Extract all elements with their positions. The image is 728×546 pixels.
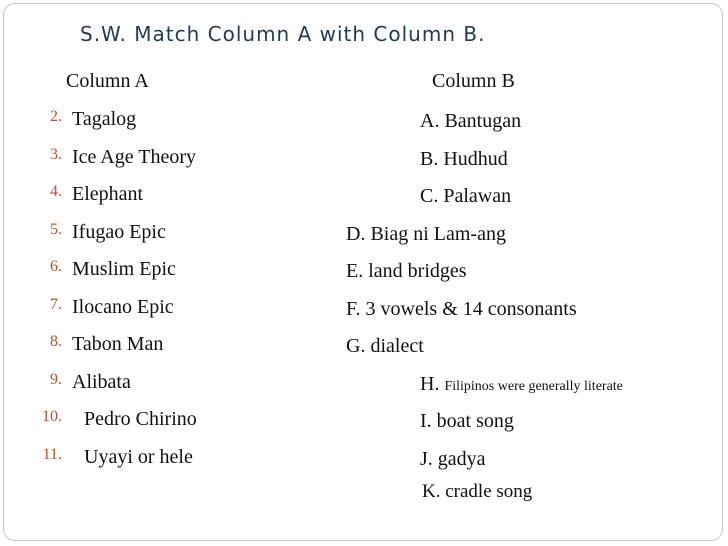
item-text: Ifugao Epic [72, 221, 166, 243]
column-b-item [420, 185, 511, 208]
column-b-item [346, 260, 467, 283]
item-letter: F. [346, 298, 361, 320]
item-number: 2. [50, 108, 62, 125]
column-b-header: Column B [432, 70, 515, 92]
item-number: 3. [50, 146, 62, 163]
column-b-item [420, 373, 623, 396]
column-b-item [420, 410, 514, 433]
item-text: cradle song [445, 481, 533, 502]
item-number: 8. [50, 333, 62, 350]
item-letter: B. [420, 148, 439, 170]
column-b-item [346, 335, 424, 358]
column-b-item [346, 223, 506, 246]
item-letter: A. [420, 110, 440, 132]
column-b-item [422, 481, 532, 503]
item-text: Pedro Chirino [84, 408, 197, 430]
item-letter: J. [420, 448, 433, 470]
item-letter: K. [422, 481, 441, 502]
item-letter: E. [346, 260, 364, 282]
item-number: 4. [50, 183, 62, 200]
item-text: Alibata [72, 371, 131, 393]
item-text: Tagalog [72, 108, 137, 130]
column-b-item [420, 448, 486, 471]
item-text: Muslim Epic [72, 258, 176, 280]
item-text: Filipinos were generally literate [444, 379, 623, 394]
item-text: dialect [370, 335, 424, 357]
item-number: 6. [50, 258, 62, 275]
item-letter: D. [346, 223, 366, 245]
item-number: 11. [42, 446, 62, 463]
item-letter: C. [420, 185, 439, 207]
column-b-item [420, 148, 508, 171]
item-text: Biag ni Lam-ang [370, 223, 506, 245]
item-text: Ilocano Epic [72, 296, 174, 318]
item-text: Palawan [443, 185, 512, 207]
item-text: land bridges [368, 260, 467, 282]
item-number: 10. [42, 408, 62, 425]
item-letter: I. [420, 410, 432, 432]
item-text: Tabon Man [72, 333, 164, 355]
item-number: 7. [50, 296, 62, 313]
item-number: 5. [50, 221, 62, 238]
item-text: 3 vowels & 14 consonants [365, 298, 577, 320]
slide-title: S.W. Match Column A with Column B. [80, 22, 486, 46]
item-text: Uyayi or hele [84, 446, 193, 468]
item-number: 9. [50, 371, 62, 388]
item-text: Ice Age Theory [72, 146, 197, 168]
item-text: Bantugan [444, 110, 522, 132]
item-text: Elephant [72, 183, 144, 205]
item-text: Hudhud [443, 148, 508, 170]
item-letter: G. [346, 335, 366, 357]
item-text: boat song [436, 410, 514, 432]
column-b-item [420, 110, 521, 133]
column-b-item [346, 298, 577, 321]
item-letter: H. [420, 373, 440, 395]
item-text: gadya [437, 448, 486, 470]
column-a-header: Column A [66, 70, 149, 92]
